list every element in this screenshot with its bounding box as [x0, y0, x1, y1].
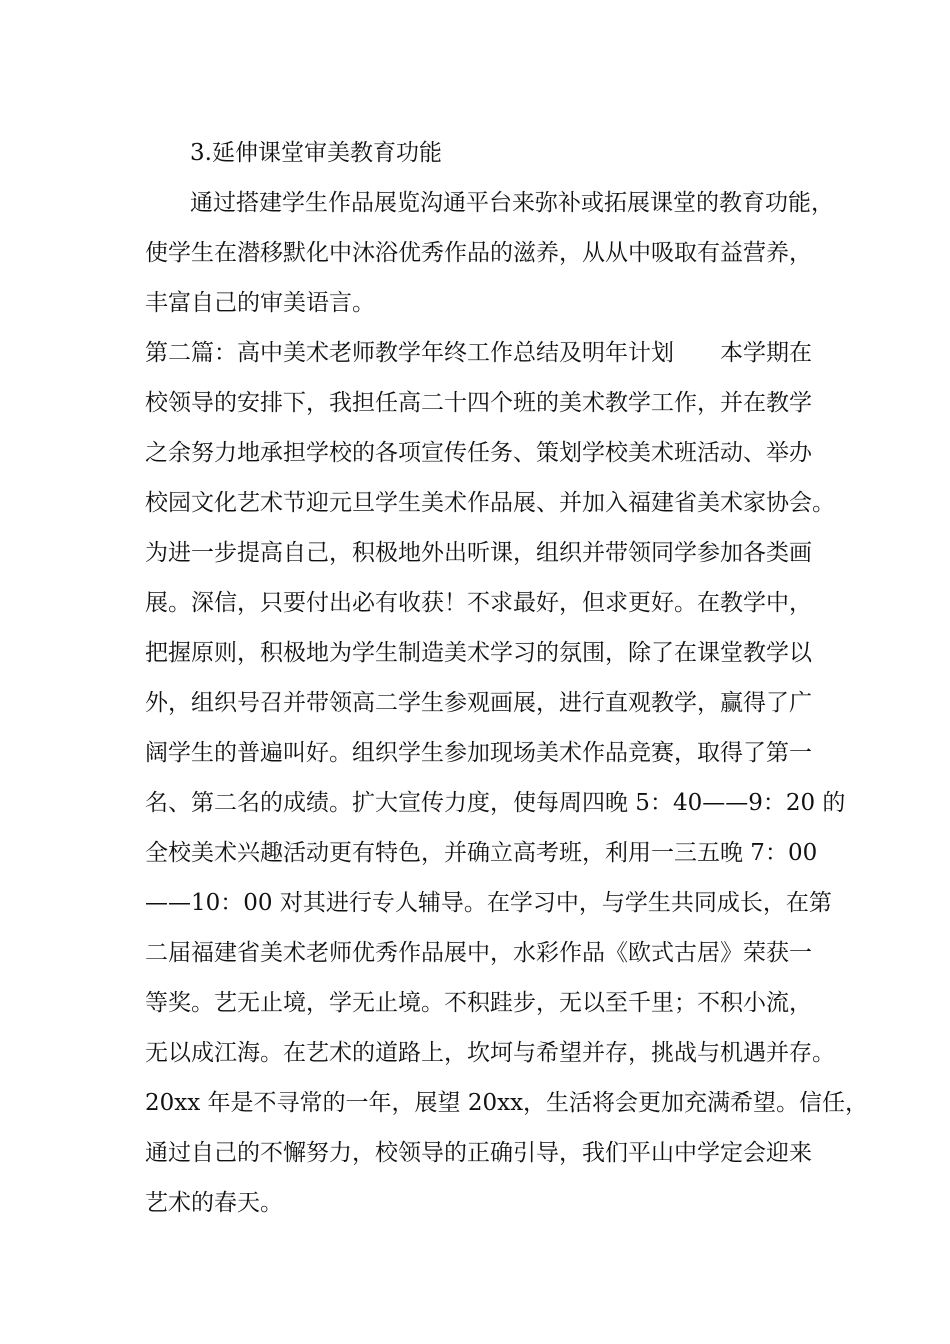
- paragraph-line: 通过搭建学生作品展览沟通平台来弥补或拓展课堂的教育功能，: [190, 190, 834, 216]
- section-heading: 3.延伸课堂审美教育功能: [190, 140, 442, 166]
- paragraph-line: 展。深信，只要付出必有收获！不求最好，但求更好。在教学中，: [145, 590, 812, 616]
- paragraph-line: 使学生在潜移默化中沐浴优秀作品的滋养，从从中吸取有益营养，: [145, 240, 812, 266]
- paragraph-line: 通过自己的不懈努力，校领导的正确引导，我们平山中学定会迎来: [145, 1140, 812, 1166]
- paragraph-line: 丰富自己的审美语言。: [145, 290, 375, 316]
- paragraph-line: 全校美术兴趣活动更有特色，并确立高考班，利用一三五晚 7：00: [145, 840, 818, 866]
- paragraph-line: 阔学生的普遍叫好。组织学生参加现场美术作品竞赛，取得了第一: [145, 740, 812, 766]
- paragraph-line: 二届福建省美术老师优秀作品展中，水彩作品《欧式古居》荣获一: [145, 940, 812, 966]
- paragraph-line: 等奖。艺无止境，学无止境。不积跬步，无以至千里；不积小流，: [145, 990, 812, 1016]
- paragraph-line: ——10：00 对其进行专人辅导。在学习中，与学生共同成长，在第: [145, 890, 832, 916]
- article-title-line: 第二篇：高中美术老师教学年终工作总结及明年计划 本学期在: [145, 340, 812, 366]
- paragraph-line: 把握原则，积极地为学生制造美术学习的氛围，除了在课堂教学以: [145, 640, 812, 666]
- paragraph-line: 艺术的春天。: [145, 1190, 283, 1216]
- paragraph-line: 名、第二名的成绩。扩大宣传力度，使每周四晚 5：40——9：20 的: [145, 790, 846, 816]
- paragraph-line: 无以成江海。在艺术的道路上，坎坷与希望并存，挑战与机遇并存。: [145, 1040, 835, 1066]
- paragraph-line: 20xx 年是不寻常的一年，展望 20xx，生活将会更加充满希望。信任，: [145, 1090, 869, 1116]
- paragraph-line: 为进一步提高自己，积极地外出听课，组织并带领同学参加各类画: [145, 540, 812, 566]
- paragraph-line: 校园文化艺术节迎元旦学生美术作品展、并加入福建省美术家协会。: [145, 490, 835, 516]
- paragraph-line: 校领导的安排下，我担任高二十四个班的美术教学工作，并在教学: [145, 390, 812, 416]
- paragraph-line: 外，组织号召并带领高二学生参观画展，进行直观教学，赢得了广: [145, 690, 812, 716]
- paragraph-line: 之余努力地承担学校的各项宣传任务、策划学校美术班活动、举办: [145, 440, 812, 466]
